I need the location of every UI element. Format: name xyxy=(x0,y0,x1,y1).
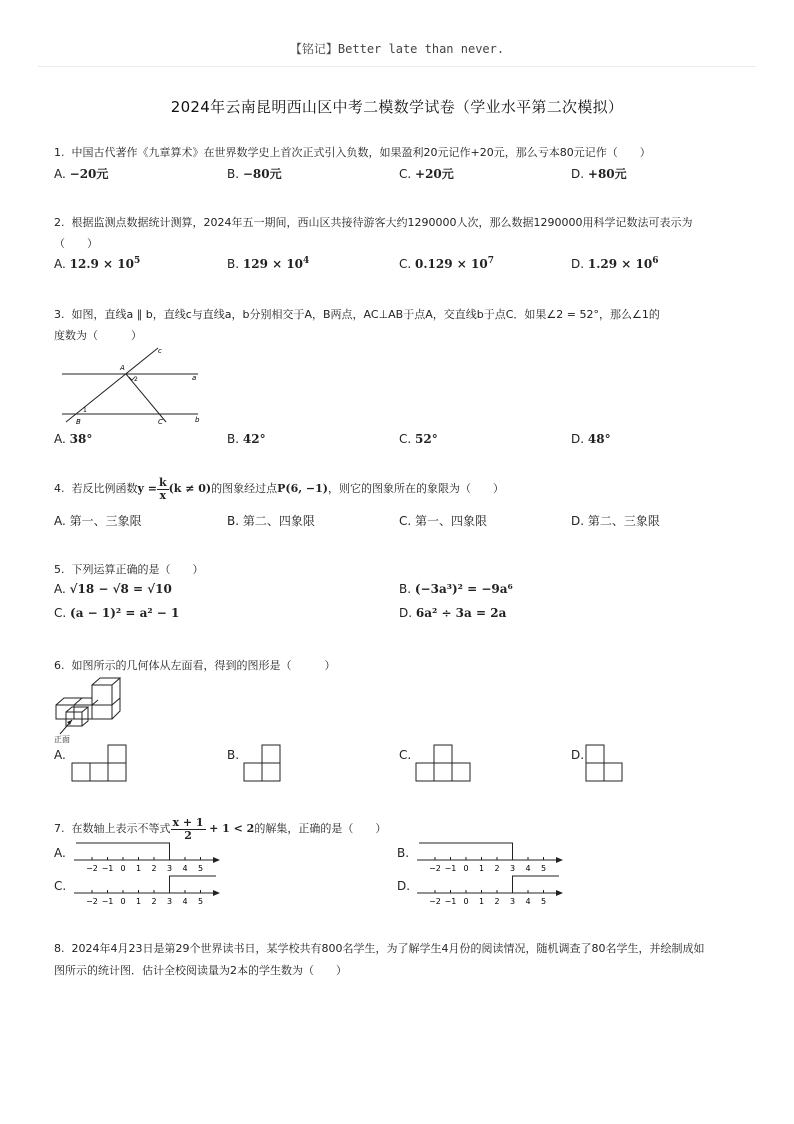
option-text: 48° xyxy=(587,432,611,446)
cube-edge xyxy=(74,698,82,705)
fraction-denominator: x xyxy=(159,488,167,502)
option-letter: C. xyxy=(399,514,412,528)
q6-option-a-letter: A. xyxy=(54,748,66,762)
axis-tick-label: 0 xyxy=(120,897,126,906)
option-base: 1.29 × 10 xyxy=(587,257,653,271)
axis-arrow-icon xyxy=(213,890,220,896)
label-C: C xyxy=(158,418,163,426)
axis-tick-label: 5 xyxy=(197,897,204,906)
q1-option-a xyxy=(54,165,108,182)
axis-tick-label: −1 xyxy=(101,897,114,906)
grid-square xyxy=(604,763,622,781)
option-letter: C. xyxy=(399,257,412,271)
q2-option-a xyxy=(54,256,140,271)
question-number: 7. xyxy=(54,822,65,836)
q3-option-c xyxy=(399,432,438,446)
axis-tick-label: −1 xyxy=(101,864,114,873)
option-text: 52° xyxy=(415,432,438,446)
axis-tick-label: −2 xyxy=(429,864,441,873)
grid-square xyxy=(452,763,470,781)
page-title: 2024年云南昆明西山区中考二模数学试卷（学业水平第二次模拟） xyxy=(170,98,624,116)
axis-tick-label: 4 xyxy=(182,897,188,906)
cube-top xyxy=(92,678,120,685)
question-8-stem xyxy=(54,940,704,956)
axis-tick-label: −2 xyxy=(86,864,98,873)
option-text: √18 − √8 = √10 xyxy=(69,582,172,596)
option-letter: C. xyxy=(399,432,412,446)
function-expr: y = xyxy=(137,482,157,496)
front-view-label: 正面 xyxy=(54,735,70,744)
axis-tick-label: 2 xyxy=(494,897,500,906)
option-letter: B. xyxy=(227,167,240,181)
option-text: (−3a³)² = −9a⁶ xyxy=(414,582,513,596)
question-text: 下列运算正确的是（ ） xyxy=(71,563,204,576)
grid-square xyxy=(262,763,280,781)
axis-tick-label: 3 xyxy=(166,864,173,873)
axis-tick-label: 4 xyxy=(525,864,531,873)
question-number: 5. xyxy=(54,563,65,576)
option-letter: A. xyxy=(54,582,66,596)
cube-top xyxy=(66,707,88,712)
axis-tick-label: 2 xyxy=(151,897,157,906)
fraction-numerator: x + 1 xyxy=(172,816,204,829)
option-text: +80元 xyxy=(587,167,627,181)
option-letter: C. xyxy=(54,606,67,620)
axis-tick-label: 0 xyxy=(120,864,126,873)
option-exponent: 7 xyxy=(487,256,494,266)
q6-option-a-figure xyxy=(70,744,130,784)
label-B: B xyxy=(76,418,81,426)
q7-number-line-d xyxy=(413,873,565,907)
option-letter: A. xyxy=(54,514,66,528)
option-letter: D. xyxy=(571,167,585,181)
grid-square xyxy=(586,763,604,781)
question-number: 1. xyxy=(54,146,65,159)
axis-tick-label: −2 xyxy=(429,897,441,906)
question-text: 的图象经过点 xyxy=(211,482,278,496)
axis-tick-label: 3 xyxy=(166,897,173,906)
question-number: 8. xyxy=(54,942,65,955)
question-2-stem xyxy=(54,214,692,230)
option-text: 第一、三象限 xyxy=(69,514,142,528)
q4-option-a xyxy=(54,512,142,529)
q6-option-b-letter: B. xyxy=(227,748,240,762)
q7-option-c-letter: C. xyxy=(54,879,67,893)
axis-tick-label: 0 xyxy=(463,897,469,906)
q7-number-line-b xyxy=(413,840,565,874)
cube-top xyxy=(56,698,92,705)
segment-ac xyxy=(126,374,166,422)
question-2-stem-line2: （ ） xyxy=(54,237,98,250)
option-letter: B. xyxy=(227,257,240,271)
q5-option-a xyxy=(54,582,172,596)
option-text: 42° xyxy=(242,432,266,446)
question-text: ，则它的图象所在的象限为（ ） xyxy=(328,482,505,496)
option-letter: D. xyxy=(399,606,413,620)
question-3-stem xyxy=(54,306,660,322)
q7-option-b-letter: B. xyxy=(397,846,410,860)
q7-option-d-letter: D. xyxy=(397,879,411,893)
q7-number-line-a xyxy=(70,840,222,874)
option-letter: A. xyxy=(54,257,66,271)
axis-tick-label: 3 xyxy=(509,864,516,873)
q1-option-b xyxy=(227,165,282,182)
question-3-stem-line2: 度数为（ ） xyxy=(54,329,142,342)
option-letter: D. xyxy=(571,432,585,446)
cube-edge xyxy=(112,698,120,705)
axis-arrow-icon xyxy=(213,857,220,863)
header-divider xyxy=(38,66,756,67)
label-b: b xyxy=(195,416,200,424)
axis-arrow-icon xyxy=(556,857,563,863)
parallel-lines-figure xyxy=(54,344,214,429)
header-prefix: 【铭记】 xyxy=(289,42,338,56)
q3-option-a xyxy=(54,432,92,446)
q7-number-line-c xyxy=(70,873,222,907)
question-5-stem xyxy=(54,561,204,577)
axis-arrow-icon xyxy=(556,890,563,896)
option-text: (a − 1)² = a² − 1 xyxy=(70,606,180,620)
question-text: 的解集，正确的是（ ） xyxy=(254,822,387,836)
q5-option-b xyxy=(399,582,513,596)
axis-tick-label: 0 xyxy=(463,864,469,873)
option-base: 129 × 10 xyxy=(242,257,304,271)
line-c xyxy=(66,348,158,422)
option-text: 6a² ÷ 3a = 2a xyxy=(415,606,507,620)
option-text: 第二、三象限 xyxy=(587,514,660,528)
question-text: 在数轴上表示不等式 xyxy=(71,822,171,836)
axis-tick-label: −1 xyxy=(444,864,457,873)
option-letter: D. xyxy=(571,514,585,528)
option-base: 0.129 × 10 xyxy=(415,257,488,271)
axis-tick-label: 2 xyxy=(151,864,157,873)
q6-option-b-figure xyxy=(242,744,302,784)
option-text: +20元 xyxy=(415,167,454,181)
option-base: 12.9 × 10 xyxy=(69,257,134,271)
axis-tick-label: −1 xyxy=(444,897,457,906)
question-6-stem xyxy=(54,657,336,673)
axis-tick-label: −2 xyxy=(86,897,98,906)
option-letter: C. xyxy=(399,167,412,181)
question-number: 6. xyxy=(54,659,65,672)
axis-tick-label: 4 xyxy=(525,897,531,906)
q5-option-d xyxy=(399,606,506,620)
solution-range-mark xyxy=(170,876,217,893)
option-letter: B. xyxy=(227,432,240,446)
point-expr: P(6, −1) xyxy=(277,482,329,496)
option-text: −20元 xyxy=(69,167,109,181)
axis-tick-label: 1 xyxy=(135,897,142,906)
grid-square xyxy=(262,745,280,763)
q4-option-b xyxy=(227,512,315,529)
label-A: A xyxy=(120,364,125,372)
option-text: 第二、四象限 xyxy=(242,514,315,528)
label-angle-1: 1 xyxy=(83,407,87,414)
axis-tick-label: 1 xyxy=(478,864,485,873)
grid-square xyxy=(586,745,604,763)
option-text: −80元 xyxy=(242,167,282,181)
grid-square xyxy=(434,745,452,763)
fraction-numerator: k xyxy=(158,476,167,489)
question-text: 2024年4月23日是第29个世界读书日，某学校共有800名学生，为了解学生4月份的阅读情况，随机调查了80名学生，并绘制成如 xyxy=(71,942,705,955)
grid-square xyxy=(244,763,262,781)
condition-expr: (k ≠ 0) xyxy=(168,482,212,496)
q2-option-b xyxy=(227,256,309,271)
q6-option-c-figure xyxy=(414,744,474,784)
q4-option-c xyxy=(399,512,487,529)
option-exponent: 4 xyxy=(303,256,310,266)
question-text: 根据监测点数据统计测算，2024年五一期间，西山区共接待游客大约1290000人次，那么数据1290000用科学记数法可表示为 xyxy=(71,216,693,229)
option-text: 38° xyxy=(69,432,93,446)
option-exponent: 6 xyxy=(652,256,659,266)
cube-edge xyxy=(92,700,98,705)
cube-face xyxy=(92,705,112,719)
q1-option-c xyxy=(399,165,454,182)
q3-option-b xyxy=(227,432,266,446)
option-exponent: 5 xyxy=(133,256,141,266)
question-7-stem xyxy=(54,817,386,841)
axis-tick-label: 2 xyxy=(494,864,500,873)
axis-tick-label: 5 xyxy=(197,864,204,873)
page-header xyxy=(0,40,794,57)
q6-option-d-figure xyxy=(584,744,644,784)
option-letter: A. xyxy=(54,167,66,181)
axis-tick-label: 3 xyxy=(509,897,516,906)
fraction-denominator: 2 xyxy=(184,828,192,842)
axis-tick-label: 5 xyxy=(540,897,547,906)
question-1-stem xyxy=(54,144,651,160)
axis-tick-label: 1 xyxy=(478,897,485,906)
inequality-expr: + 1 < 2 xyxy=(209,822,255,836)
question-number: 3. xyxy=(54,308,65,321)
q2-option-c xyxy=(399,256,494,271)
fraction-k-over-x xyxy=(157,477,169,501)
grid-square xyxy=(434,763,452,781)
question-text: 如图所示的几何体从左面看，得到的图形是（ ） xyxy=(71,659,336,672)
q2-option-d xyxy=(571,256,659,271)
q4-option-d xyxy=(571,512,660,529)
option-letter: D. xyxy=(571,257,585,271)
axis-tick-label: 5 xyxy=(540,864,547,873)
q6-option-c-letter: C. xyxy=(399,748,412,762)
grid-square xyxy=(72,763,90,781)
question-text: 如图，直线a ∥ b，直线c与直线a，b分别相交于A，B两点，AC⊥AB于点A，交直线b于点C．如果∠2 = 52°，那么∠1的 xyxy=(71,308,660,321)
grid-square xyxy=(416,763,434,781)
solution-range-mark xyxy=(513,876,560,893)
q6-option-d-letter: D. xyxy=(571,748,585,762)
question-text: 若反比例函数 xyxy=(71,482,138,496)
fraction-x-plus-1-over-2 xyxy=(171,817,206,841)
question-number: 4. xyxy=(54,482,65,496)
axis-tick-label: 1 xyxy=(135,864,142,873)
label-a: a xyxy=(192,374,197,382)
grid-square xyxy=(108,763,126,781)
q7-option-a-letter: A. xyxy=(54,846,66,860)
question-number: 2. xyxy=(54,216,65,229)
q5-option-c xyxy=(54,606,179,620)
option-letter: B. xyxy=(227,514,240,528)
question-8-stem-line2: 图所示的统计图．估计全校阅读量为2本的学生数为（ ） xyxy=(54,964,347,977)
grid-square xyxy=(108,745,126,763)
option-letter: A. xyxy=(54,432,66,446)
header-motto: Better late than never. xyxy=(337,42,505,56)
option-text: 第一、四象限 xyxy=(415,514,488,528)
question-text: 中国古代著作《九章算术》在世界数学史上首次正式引入负数，如果盈利20元记作+20元，那么亏本80元记作（ ） xyxy=(71,146,651,159)
option-letter: B. xyxy=(399,582,412,596)
axis-tick-label: 4 xyxy=(182,864,188,873)
q1-option-d xyxy=(571,165,627,182)
grid-square xyxy=(90,763,108,781)
question-4-stem xyxy=(54,477,504,501)
label-c: c xyxy=(158,347,162,355)
label-angle-2: 2 xyxy=(134,376,138,383)
q3-option-d xyxy=(571,432,611,446)
